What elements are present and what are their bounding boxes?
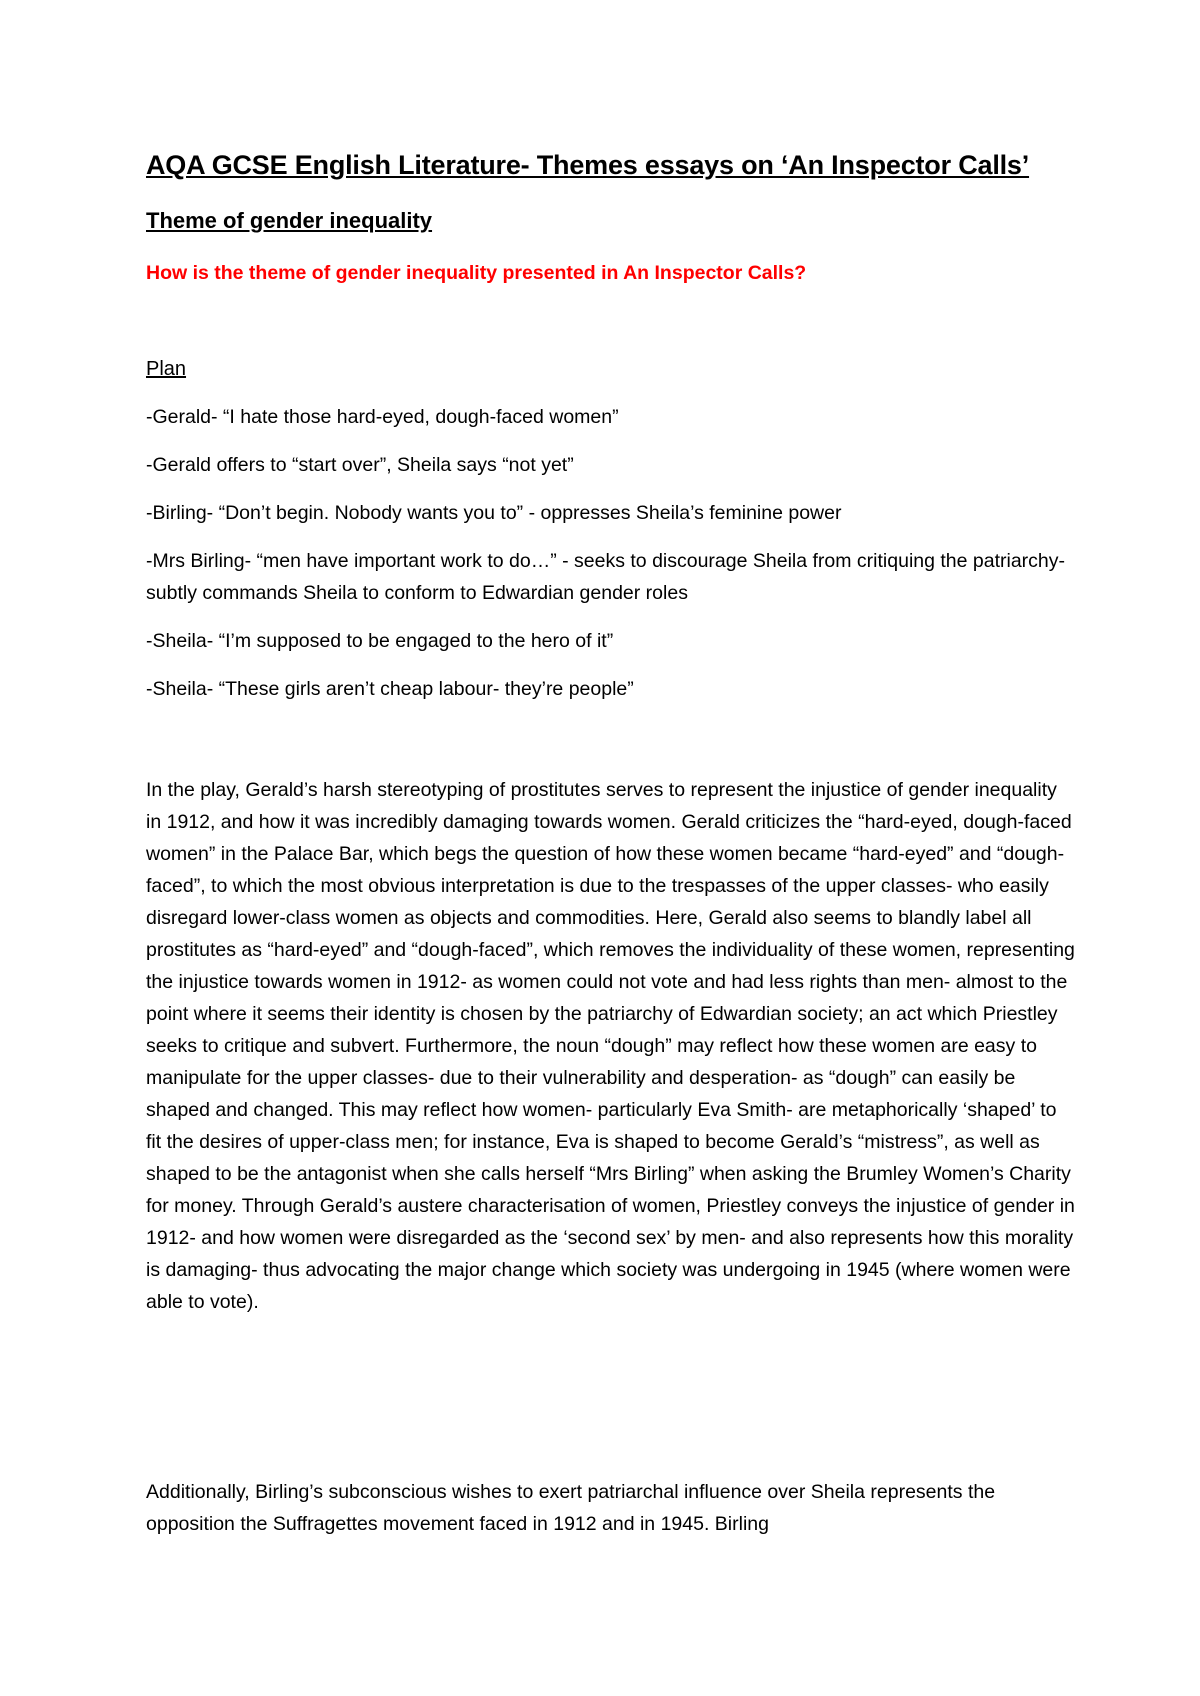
plan-item: -Birling- “Don’t begin. Nobody wants you to” - oppresses Sheila’s feminine power xyxy=(146,502,842,524)
essay-paragraph: In the play, Gerald’s harsh stereotyping of prostitutes serves to represent the injustice of gender inequality in 1912, and how it was incredibly damaging towards women. Gerald criticizes the “hard-eyed, dough-faced women” in the Palace Bar, which begs the question of how these women became “hard-eyed” and “dough-faced”, to which the most obvious interpretation is due to the trespasses of the upper classes- who easily disregard lower-class women as objects and commodities. Here, Gerald also seems to blandly label all prostitutes as “hard-eyed” and “dough-faced”, which removes the individuality of these women, representing the injustice towards women in 1912- as women could not vote and had less rights than men- almost to the point where it seems their identity is chosen by the patriarchy of Edwardian society; an act which Priestley seeks to critique and subvert. Furthermore, the noun “dough” may reflect how these women are easy to manipulate for the upper classes- due to their vulnerability and desperation- as “dough” can easily be shaped and changed. This may reflect how women- particularly Eva Smith- are metaphorically ‘shaped’ to fit the desires of upper-class men; for instance, Eva is shaped to become Gerald’s “mistress”, as well as shaped to be the antagonist when she calls herself “Mrs Birling” when asking the Brumley Women’s Charity for money. Through Gerald’s austere characterisation of women, Priestley conveys the injustice of gender in 1912- and how women were disregarded as the ‘second sex’ by men- and also represents how this morality is damaging- thus advocating the major change which society was undergoing in 1945 (where women were able to vote). xyxy=(146,779,1075,1313)
document-title: AQA GCSE English Literature- Themes essays on ‘An Inspector Calls’ xyxy=(146,150,1030,180)
document-page xyxy=(146,0,1076,1696)
plan-heading: Plan xyxy=(146,358,187,380)
plan-item: -Sheila- “I’m supposed to be engaged to the hero of it” xyxy=(146,630,614,652)
essay-paragraph: Additionally, Birling’s subconscious wishes to exert patriarchal influence over Sheila represents the opposition the Suffragettes movement faced in 1912 and in 1945. Birling xyxy=(146,1481,996,1535)
essay-question: How is the theme of gender inequality presented in An Inspector Calls? xyxy=(146,262,807,284)
plan-item: -Mrs Birling- “men have important work to do…” - seeks to discourage Sheila from critiquing the patriarchy- subtly commands Sheila to conform to Edwardian gender roles xyxy=(146,550,1066,604)
plan-item: -Sheila- “These girls aren’t cheap labour- they’re people” xyxy=(146,678,634,700)
plan-item: -Gerald offers to “start over”, Sheila says “not yet” xyxy=(146,454,574,476)
plan-list xyxy=(146,401,1076,721)
plan-item: -Gerald- “I hate those hard-eyed, dough-faced women” xyxy=(146,406,619,428)
theme-subtitle: Theme of gender inequality xyxy=(146,208,433,233)
